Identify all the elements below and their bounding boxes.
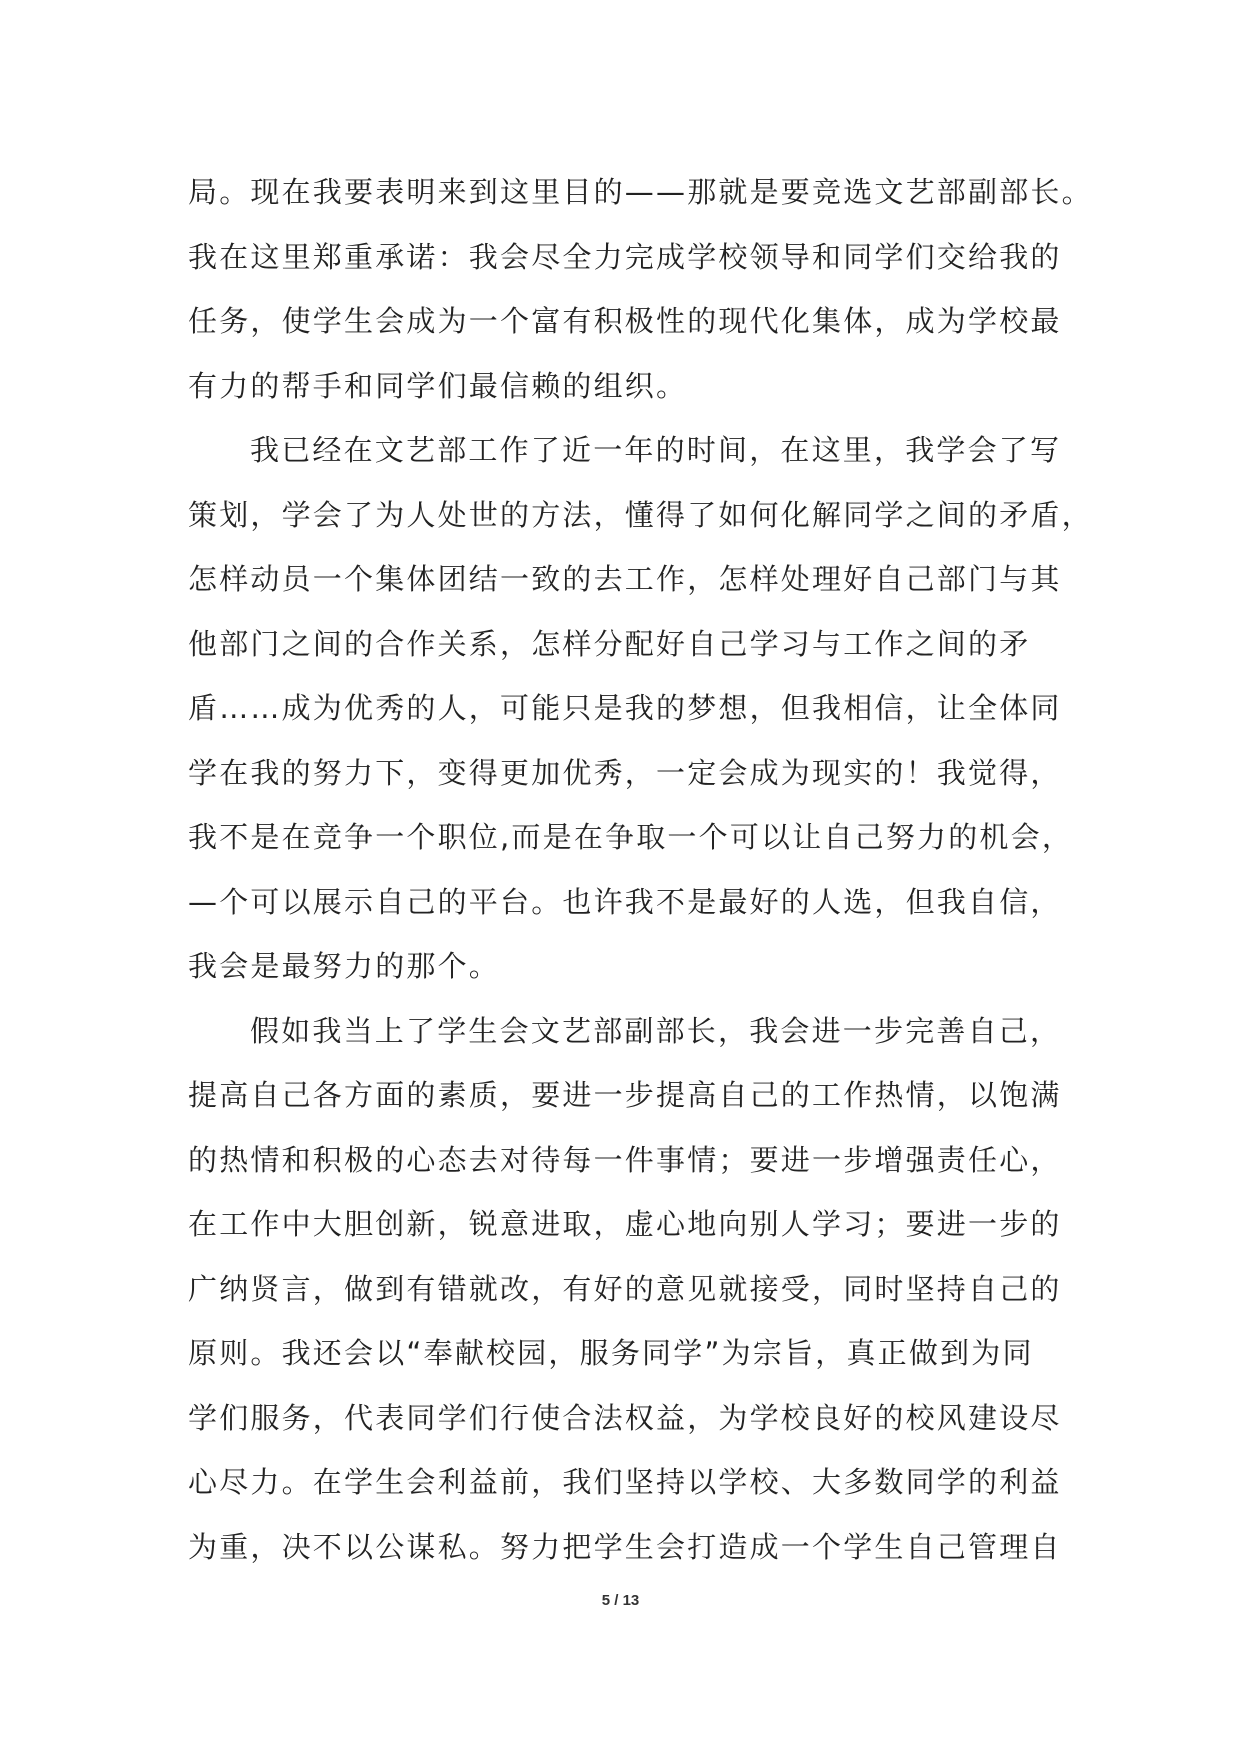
text-line: 他部门之间的合作关系，怎样分配好自己学习与工作之间的矛 [188,626,1031,661]
text-line: 原则。我还会以“奉献校园，服务同学”为宗旨，真正做到为同 [188,1336,1034,1370]
text-line: 怎样动员一个集体团结一致的去工作，怎样处理好自己部门与其 [188,562,1062,596]
body-text [188,160,1093,1579]
text-line: 盾……成为优秀的人，可能只是我的梦想，但我相信，让全体同 [188,691,1062,725]
text-line: 提高自己各方面的素质，要进一步提高自己的工作热情，以饱满 [188,1078,1062,1112]
text-line: 假如我当上了学生会文艺部副部长，我会进一步完善自己， [250,1013,1062,1048]
text-line: 为重，决不以公谋私。努力把学生会打造成一个学生自己管理自 [188,1529,1062,1564]
text-line: 我会是最努力的那个。 [188,949,501,983]
text-line: 广纳贤言，做到有错就改，有好的意见就接受，同时坚持自己的 [188,1271,1062,1306]
text-line: —个可以展示自己的平台。也许我不是最好的人选，但我自信， [188,884,1062,919]
text-line: 我不是在竞争一个职位,而是在争取一个可以让自己努力的机会， [188,820,1074,854]
paragraph-2 [188,418,1093,999]
text-line: 局。现在我要表明来到这里目的——那就是要竞选文艺部副部长。 [188,175,1093,209]
text-line: 有力的帮手和同学们最信赖的组织。 [188,368,688,403]
text-line: 我已经在文艺部工作了近一年的时间，在这里，我学会了写 [250,433,1062,467]
paragraph-3 [188,999,1088,1580]
paragraph-1 [188,160,1093,418]
text-line: 任务，使学生会成为一个富有积极性的现代化集体，成为学校最 [188,304,1062,338]
text-line: 的热情和积极的心态去对待每一件事情；要进一步增强责任心， [188,1142,1062,1177]
text-line: 我在这里郑重承诺：我会尽全力完成学校领导和同学们交给我的 [188,239,1062,274]
text-line: 策划，学会了为人处世的方法，懂得了如何化解同学之间的矛盾， [188,497,1093,532]
text-line: 学们服务，代表同学们行使合法权益，为学校良好的校风建设尽 [188,1400,1062,1435]
text-line: 学在我的努力下，变得更加优秀，一定会成为现实的！我觉得， [188,755,1062,790]
text-line: 心尽力。在学生会利益前，我们坚持以学校、大多数同学的利益 [188,1465,1062,1499]
text-line: 在工作中大胆创新，锐意进取，虚心地向别人学习；要进一步的 [188,1207,1062,1241]
page-number: 5 / 13 [601,1592,640,1609]
